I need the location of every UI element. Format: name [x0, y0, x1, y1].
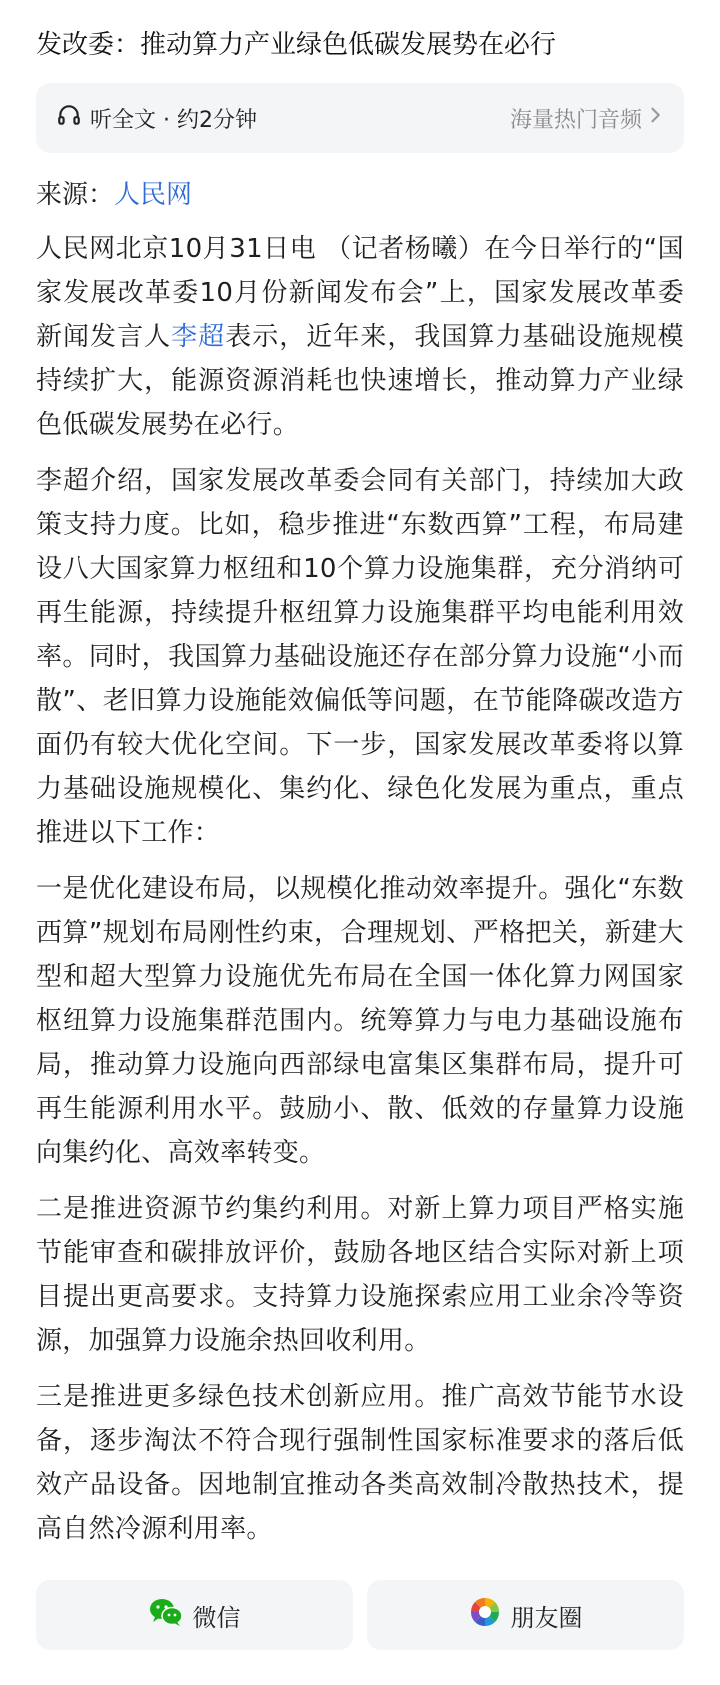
- p1-text-after: 表示，近年来，我国算力基础设施规模持续扩大，能源资源消耗也快速增长，推动算力产业绿色低碳发展势在必行。: [36, 322, 684, 440]
- listen-label: 听全文 · 约2分钟: [90, 107, 257, 133]
- p1-text-before: 人民网北京10月31日电 （记者杨曦）在今日举行的“国家发展改革委10月份新闻发布会”上，国家发展改革委新闻发言人: [36, 234, 684, 352]
- source-link[interactable]: 人民网: [114, 180, 193, 210]
- paragraph-5: 三是推进更多绿色技术创新应用。推广高效节能节水设备，逐步淘汰不符合现行强制性国家标准要求的落后低效产品设备。因地制宜推动各类高效制冷散热技术，提高自然冷源利用率。: [36, 1382, 684, 1544]
- more-audio-label: 海量热门音频: [509, 107, 642, 133]
- paragraph-1: [36, 227, 684, 447]
- source-label: 来源：: [36, 180, 115, 210]
- moments-label: 朋友圈: [510, 1603, 583, 1632]
- moments-icon: [469, 1596, 501, 1634]
- chevron-right-icon: [648, 105, 662, 131]
- headphones-icon: [56, 102, 82, 134]
- paragraph-2: 李超介绍，国家发展改革委会同有关部门，持续加大政策支持力度。比如，稳步推进“东数西算”工程，布局建设八大国家算力枢纽和10个算力设施集群，充分消纳可再生能源，持续提升枢纽算力设施集群平均电能利用效率。同时，我国算力基础设施还存在部分算力设施“小而散”、老旧算力设施能效偏低等问题，在节能降碳改造方面仍有较大优化空间。下一步，国家发展改革委将以算力基础设施规模化、集约化、绿色化发展为重点，重点推进以下工作：: [36, 466, 684, 848]
- article-source: [36, 175, 684, 215]
- wechat-label: 微信: [192, 1603, 241, 1632]
- more-audio-link[interactable]: [510, 103, 662, 134]
- share-wechat-button[interactable]: [36, 1580, 353, 1650]
- audio-player-bar[interactable]: [36, 83, 684, 153]
- listen-full-text[interactable]: [56, 102, 257, 134]
- wechat-icon: [149, 1597, 183, 1633]
- article-title: 发改委：推动算力产业绿色低碳发展势在必行: [36, 30, 557, 60]
- share-moments-button[interactable]: [367, 1580, 684, 1650]
- paragraph-3: 一是优化建设布局，以规模化推动效率提升。强化“东数西算”规划布局刚性约束，合理规划、严格把关，新建大型和超大型算力设施优先布局在全国一体化算力网国家枢纽算力设施集群范围内。统筹算力与电力基础设施布局，推动算力设施向西部绿电富集区集群布局，提升可再生能源利用水平。鼓励小、散、低效的存量算力设施向集约化、高效率转变。: [36, 874, 684, 1168]
- paragraph-4: 二是推进资源节约集约利用。对新上算力项目严格实施节能审查和碳排放评价，鼓励各地区结合实际对新上项目提出更高要求。支持算力设施探索应用工业余冷等资源，加强算力设施余热回收利用。: [36, 1194, 684, 1356]
- person-link[interactable]: 李超: [171, 322, 226, 352]
- share-bar: [36, 1580, 684, 1650]
